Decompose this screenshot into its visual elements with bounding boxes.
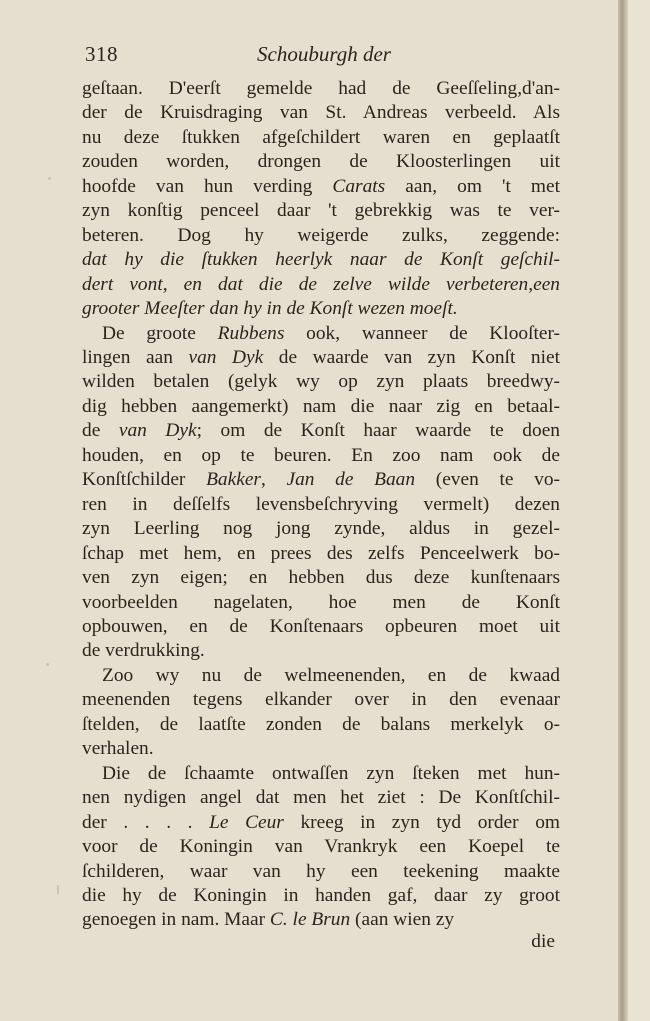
paper-mark — [57, 885, 59, 894]
text-line — [82, 493, 560, 517]
text-line — [82, 591, 560, 615]
italic-text: Carats — [332, 175, 386, 197]
text-line — [82, 860, 560, 884]
text-line — [82, 419, 560, 443]
text-run: ren in deſſelfs levensbeſchryving vermelt) dezen — [82, 493, 560, 515]
text-line — [82, 346, 560, 370]
text-run: beteren. Dog hy weigerde zulks, zeggende: — [82, 224, 560, 246]
text-run: houden, en op te beuren. En zoo nam ook de — [82, 444, 560, 466]
text-line — [82, 199, 560, 223]
text-line — [82, 615, 560, 639]
text-run: (aan wien zy — [350, 909, 455, 931]
text-line — [82, 224, 560, 248]
text-run: zyn Leerling nog jong zynde, aldus in gezel- — [82, 518, 560, 540]
text-line — [82, 517, 560, 541]
text-run: ven zyn eigen; en hebben dus deze kunſtenaars — [82, 567, 560, 589]
text-line — [82, 884, 560, 908]
text-run: de — [82, 420, 119, 442]
body-text — [82, 77, 560, 933]
text-line — [82, 297, 560, 321]
text-line — [82, 786, 560, 810]
text-line — [82, 468, 560, 492]
running-title: Schouburgh der — [257, 42, 391, 66]
page-header — [85, 40, 565, 72]
text-run: kreeg in zyn tyd order om — [283, 811, 560, 833]
text-line — [82, 150, 560, 174]
text-run: genoegen in nam. Maar — [82, 909, 270, 931]
text-line — [82, 566, 560, 590]
text-run: dig hebben aangemerkt) nam die naar zig en betaal- — [82, 395, 560, 417]
italic-text: dat hy die ſtukken heerlyk naar de Konſt geſchil- — [82, 249, 560, 271]
italic-text: C. le Brun — [269, 909, 351, 931]
text-run: aan, om 't met — [385, 175, 560, 197]
text-run: (even te vo- — [415, 469, 560, 491]
text-run: ook, wanneer de Klooſter- — [284, 322, 560, 344]
text-run: ; om de Konſt haar waarde te doen — [196, 420, 560, 442]
text-run: opbouwen, en de Konſtenaars opbeuren moet uit — [82, 615, 560, 637]
page-number: 318 — [85, 42, 118, 66]
text-line — [82, 713, 560, 737]
text-run: ſchap met hem, en prees des zelfs Penceelwerk bo- — [82, 542, 560, 564]
text-run: De groote — [102, 322, 218, 344]
text-run: ſchilderen, waar van hy een teekening maakte — [82, 860, 560, 882]
italic-text: Le Ceur — [209, 811, 284, 833]
text-run: zyn konſtig penceel daar 't gebrekkig was te ver- — [82, 200, 560, 222]
text-run: die hy de Koningin in handen gaf, daar zy groot — [82, 884, 560, 906]
text-line — [82, 77, 560, 101]
text-line — [82, 322, 560, 346]
text-run: verhalen. — [82, 738, 154, 760]
text-line — [82, 688, 560, 712]
text-run: der de Kruisdraging van St. Andreas verbeeld. Als — [82, 102, 560, 124]
text-line — [82, 835, 560, 859]
text-line — [82, 737, 560, 761]
text-run: der . . . . — [82, 811, 210, 833]
italic-text: Jan de Baan — [286, 469, 416, 491]
text-line — [82, 908, 560, 932]
text-line — [82, 175, 560, 199]
italic-text: van Dyk — [118, 420, 197, 442]
text-line — [82, 639, 560, 663]
page-gutter — [618, 0, 628, 1021]
italic-text: Bakker — [206, 469, 261, 491]
text-run: zouden worden, drongen de Kloosterlingen uit — [82, 151, 560, 173]
text-line — [82, 395, 560, 419]
text-run: , — [260, 469, 287, 491]
text-run: de verdrukking. — [82, 640, 205, 662]
catchword: die — [531, 931, 555, 952]
text-run: nen nydigen angel dat men het ziet : De Konſtſchil- — [82, 787, 560, 809]
paper-speck — [48, 177, 51, 180]
text-line — [82, 444, 560, 468]
text-line — [82, 664, 560, 688]
italic-text: Rubbens — [217, 322, 285, 344]
paper-speck — [46, 663, 49, 666]
text-line — [82, 273, 560, 297]
facing-page-edge — [628, 0, 650, 1021]
text-run: Die de ſchaamte ontwaſſen zyn ſteken met hun- — [102, 762, 560, 784]
text-run: hoofde van hun verding — [82, 175, 333, 197]
text-line — [82, 370, 560, 394]
text-run: Konſtſchilder — [82, 469, 207, 491]
text-run: voorbeelden nagelaten, hoe men de Konſt — [82, 591, 560, 613]
text-run: wilden betalen (gelyk wy op zyn plaats breedwy- — [82, 371, 560, 393]
text-run: ſtelden, de laatſte zonden de balans merkelyk o- — [82, 713, 560, 735]
italic-text: van Dyk — [188, 346, 264, 368]
text-run: lingen aan — [82, 346, 189, 368]
text-run: voor de Koningin van Vrankryk een Koepel te — [82, 836, 560, 858]
text-run: geſtaan. D'eerſt gemelde had de Geeſſeling,d'an- — [82, 78, 560, 99]
text-run: Zoo wy nu de welmeenenden, en de kwaad — [102, 664, 560, 686]
text-line — [82, 248, 560, 272]
text-line — [82, 762, 560, 786]
text-line — [82, 542, 560, 566]
italic-text: grooter Meeſter dan hy in de Konſt wezen moeſt. — [82, 298, 458, 320]
text-run: de waarde van zyn Konſt niet — [263, 346, 561, 368]
text-line — [82, 811, 560, 835]
italic-text: dert vont, en dat die de zelve wilde verbeteren,een — [82, 273, 560, 295]
text-line — [82, 101, 560, 125]
text-line — [82, 126, 560, 150]
text-run: meenenden tegens elkander over in den evenaar — [82, 689, 560, 711]
text-run: nu deze ſtukken afgeſchildert waren en geplaatſt — [82, 126, 560, 148]
